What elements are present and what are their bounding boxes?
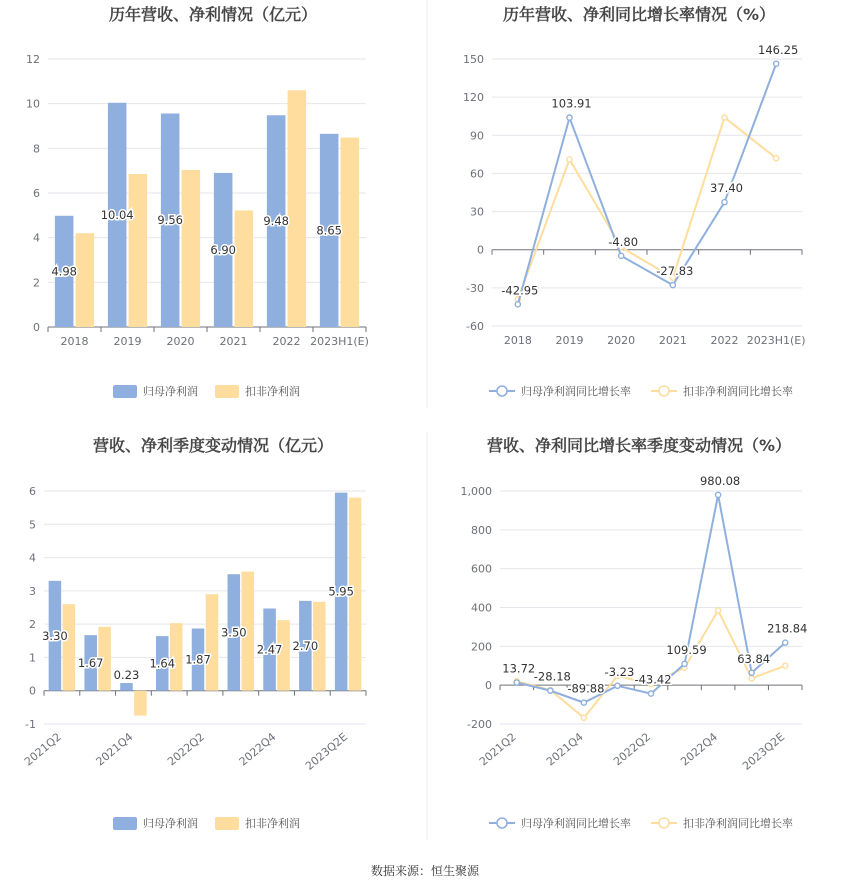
series-point [548,688,553,693]
bar-deducted-net-profit [129,174,148,327]
legend-label: 归母净利润同比增长率 [521,817,631,830]
data-label: 6.90 [210,242,236,257]
y-tick-label: 4 [29,551,36,565]
data-label: 9.48 [263,214,289,229]
x-tick-label: 2023Q2E [740,730,788,773]
y-tick-label: 10 [26,97,40,111]
legend-swatch [215,817,239,830]
chart-title: 历年营收、净利同比增长率情况（%） [502,5,776,24]
data-label: 1.64 [149,656,176,671]
data-label: 3.50 [220,625,247,640]
y-tick-label: 60 [470,167,484,181]
y-tick-label: -30 [466,281,484,295]
data-label: 13.72 [502,661,536,676]
data-label: -4.80 [608,234,639,249]
legend-label: 归母净利润 [143,817,198,830]
data-label: 1.87 [185,652,211,667]
bar-deducted-net-profit [341,138,360,327]
y-tick-label: 120 [463,91,484,105]
bar-deducted-net-profit [134,691,147,716]
legend-marker [659,386,669,396]
x-tick-label: 2021 [219,335,248,348]
legend [113,384,300,398]
series-point [774,156,779,161]
y-tick-label: 8 [33,142,40,156]
data-label: 109.59 [666,642,707,657]
series-point [515,302,520,307]
x-tick-label: 2021Q4 [93,730,136,769]
legend-swatch [113,385,137,398]
data-label: -3.23 [604,664,635,679]
series-point [749,676,754,681]
series-point [716,492,721,497]
data-label: 37.40 [710,181,743,196]
bar-deducted-net-profit [206,594,219,691]
y-tick-label: 0 [29,684,36,698]
series-point [722,115,727,120]
y-tick-label: 0 [477,243,484,257]
bar-parent-net-profit [120,683,133,691]
data-label: -42.95 [501,283,539,298]
chart-panel-4 [461,436,808,830]
x-tick-label: 2021Q2 [476,730,519,769]
y-tick-label: 2 [29,618,36,632]
series-point [783,663,788,668]
chart-panel-2 [463,5,806,398]
bar-deducted-net-profit [76,233,95,327]
data-label: 4.98 [51,264,77,279]
series-point [581,715,586,720]
data-label: -43.42 [634,672,672,687]
legend-label: 扣非净利润 [245,817,300,830]
series-point [648,691,653,696]
x-tick-label: 2021Q2 [22,730,64,769]
data-label: 2.70 [292,638,319,653]
series-point [514,680,519,685]
legend-label: 扣非净利润 [245,385,300,398]
data-label: 10.04 [100,207,134,222]
series-point [722,200,727,205]
data-label: 9.56 [157,213,183,228]
legend-label: 扣非净利润同比增长率 [683,385,793,398]
bar-deducted-net-profit [63,604,76,691]
y-tick-label: -60 [466,320,484,333]
data-label: 3.30 [42,628,68,643]
series-point [567,157,572,162]
data-label: 980.08 [699,473,741,488]
y-tick-label: -1 [25,718,36,731]
x-tick-label: 2023H1(E) [310,335,369,348]
bar-deducted-net-profit [235,210,254,327]
y-tick-label: 12 [26,53,40,66]
x-tick-label: 2022Q2 [611,730,653,769]
y-tick-label: 0 [485,679,492,693]
y-tick-label: 3 [29,584,36,598]
legend [489,816,793,830]
y-tick-label: 1,000 [460,485,492,498]
series-point [619,253,624,258]
legend [489,384,793,398]
data-label: -28.18 [533,669,571,684]
series-point [567,115,572,120]
x-tick-label: 2019 [555,334,584,347]
legend [113,816,300,830]
y-tick-label: 2 [33,276,40,290]
x-tick-label: 2023Q2E [302,730,351,773]
legend-label: 归母净利润 [143,385,198,398]
y-tick-label: 1 [29,651,36,665]
series-point [716,608,721,613]
y-tick-label: 30 [470,205,484,219]
x-tick-label: 2018 [60,335,89,348]
series-line-deducted-growth [518,117,776,299]
x-tick-label: 2022Q4 [236,730,279,769]
legend-marker [497,818,507,828]
series-point [581,700,586,705]
y-tick-label: 400 [471,601,492,615]
legend-marker [659,818,669,828]
bar-deducted-net-profit [288,90,307,327]
series-point [615,683,620,688]
x-tick-label: 2021 [658,334,687,347]
series-point [682,661,687,666]
data-label: 8.65 [316,223,342,238]
data-label: -27.83 [656,264,694,279]
bar-deducted-net-profit [182,170,201,327]
x-tick-label: 2022Q4 [678,730,721,769]
data-label: 2.47 [256,642,283,657]
x-tick-label: 2023H1(E) [746,334,806,347]
y-tick-label: 5 [29,518,36,532]
legend-swatch [215,385,239,398]
chart-panel-3 [22,436,366,830]
chart-title: 营收、净利同比增长率季度变动情况（%） [486,436,792,455]
x-tick-label: 2020 [607,334,636,347]
data-label: -89.88 [567,681,605,696]
data-label: 5.95 [328,584,354,599]
data-source: 数据来源：恒生聚源 [370,864,480,878]
data-label: 1.67 [77,655,104,670]
y-tick-label: 600 [471,562,492,576]
y-tick-label: 800 [471,523,492,537]
x-tick-label: 2022Q2 [165,730,207,769]
data-label: 0.23 [113,668,140,683]
legend-swatch [113,817,137,830]
y-tick-label: 150 [463,53,484,66]
x-tick-label: 2019 [113,335,142,348]
data-label: 103.91 [551,96,592,111]
y-tick-label: 4 [33,231,40,245]
chart-title: 历年营收、净利情况（亿元） [108,5,318,24]
y-tick-label: 0 [33,321,40,334]
x-tick-label: 2022 [710,334,739,347]
x-tick-label: 2020 [166,335,195,348]
legend-label: 扣非净利润同比增长率 [683,817,793,830]
y-tick-label: -200 [467,718,492,731]
series-point [670,282,675,287]
chart-title: 营收、净利季度变动情况（亿元） [92,436,334,455]
data-label: 146.25 [758,42,799,57]
y-tick-label: 90 [470,129,484,143]
y-tick-label: 6 [29,485,36,498]
y-tick-label: 6 [33,187,40,200]
x-tick-label: 2022 [272,335,301,348]
series-point [783,640,788,645]
series-point [774,61,779,66]
legend-label: 归母净利润同比增长率 [521,385,631,398]
chart-panel-1 [26,5,369,398]
x-tick-label: 2021Q4 [544,730,586,769]
data-label: 218.84 [767,621,808,636]
series-point [749,670,754,675]
data-label: 63.84 [737,651,771,666]
x-tick-label: 2018 [503,334,532,347]
legend-marker [497,386,507,396]
y-tick-label: 200 [471,640,492,654]
